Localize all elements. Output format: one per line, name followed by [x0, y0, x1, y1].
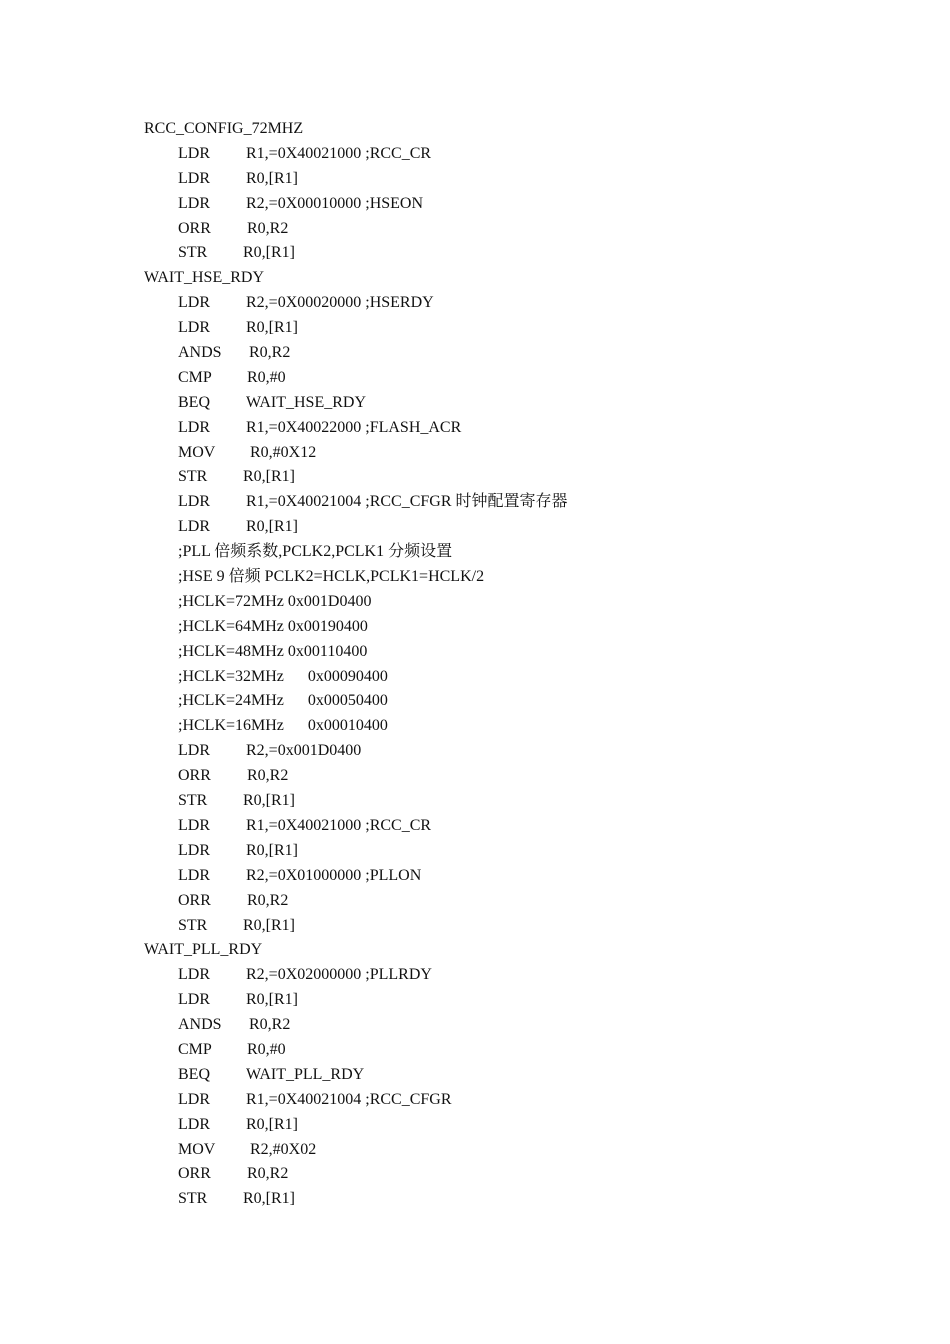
- code-opcode: STR: [178, 468, 208, 486]
- code-operands: WAIT_PLL_RDY: [246, 1065, 365, 1083]
- code-label: WAIT_HSE_RDY: [144, 269, 264, 287]
- code-opcode: STR: [178, 1190, 208, 1208]
- code-instruction-line: [0, 490, 950, 515]
- code-label-line: [0, 117, 950, 142]
- code-instruction-line: [0, 465, 950, 490]
- code-instruction-line: [0, 291, 950, 316]
- code-opcode: LDR: [178, 742, 210, 760]
- code-instruction-line: [0, 167, 950, 192]
- code-label: WAIT_PLL_RDY: [144, 941, 263, 959]
- code-operands: R2,=0X01000000 ;PLLON: [246, 866, 422, 884]
- code-operands: R2,=0X02000000 ;PLLRDY: [246, 966, 432, 984]
- code-operands: R0,R2: [249, 1016, 291, 1034]
- code-comment-line: [0, 590, 950, 615]
- code-opcode: ORR: [178, 1165, 211, 1183]
- code-comment-line: [0, 615, 950, 640]
- code-instruction-line: [0, 1162, 950, 1187]
- code-instruction-line: [0, 963, 950, 988]
- code-comment-line: [0, 714, 950, 739]
- code-opcode: LDR: [178, 294, 210, 312]
- code-opcode: LDR: [178, 866, 210, 884]
- code-instruction-line: [0, 1063, 950, 1088]
- code-opcode: ORR: [178, 219, 211, 237]
- code-instruction-line: [0, 341, 950, 366]
- code-opcode: STR: [178, 916, 208, 934]
- code-instruction-line: [0, 864, 950, 889]
- code-instruction-line: [0, 366, 950, 391]
- code-operands: R0,[R1]: [243, 468, 295, 486]
- code-opcode: LDR: [178, 841, 210, 859]
- code-opcode: ANDS: [178, 1016, 222, 1034]
- code-opcode: LDR: [178, 169, 210, 187]
- code-operands: R0,[R1]: [246, 169, 298, 187]
- code-operands: R1,=0X40022000 ;FLASH_ACR: [246, 418, 462, 436]
- code-operands: R0,[R1]: [243, 1190, 295, 1208]
- code-opcode: ANDS: [178, 344, 222, 362]
- code-instruction-line: [0, 441, 950, 466]
- code-operands: R2,#0X02: [250, 1140, 317, 1158]
- code-instruction-line: [0, 241, 950, 266]
- code-operands: R0,R2: [247, 1165, 289, 1183]
- code-comment: ;HCLK=48MHz 0x00110400: [178, 642, 368, 660]
- code-operands: R0,#0X12: [250, 443, 317, 461]
- code-operands: R0,[R1]: [246, 1115, 298, 1133]
- code-operands: R0,R2: [249, 344, 291, 362]
- code-comment: ;HCLK=72MHz 0x001D0400: [178, 592, 372, 610]
- code-opcode: MOV: [178, 1140, 216, 1158]
- code-comment: ;HSE 9 倍频 PCLK2=HCLK,PCLK1=HCLK/2: [178, 568, 485, 586]
- code-opcode: STR: [178, 792, 208, 810]
- code-operands: R2,=0X00010000 ;HSEON: [246, 194, 424, 212]
- code-instruction-line: [0, 391, 950, 416]
- code-operands: WAIT_HSE_RDY: [246, 393, 366, 411]
- code-operands: R0,[R1]: [243, 916, 295, 934]
- code-operands: R0,[R1]: [246, 518, 298, 536]
- code-opcode: BEQ: [178, 393, 210, 411]
- code-instruction-line: [0, 764, 950, 789]
- code-operands: R0,[R1]: [246, 841, 298, 859]
- code-operands: R1,=0X40021000 ;RCC_CR: [246, 144, 432, 162]
- code-opcode: LDR: [178, 418, 210, 436]
- code-instruction-line: [0, 988, 950, 1013]
- code-instruction-line: [0, 316, 950, 341]
- code-instruction-line: [0, 839, 950, 864]
- code-opcode: LDR: [178, 518, 210, 536]
- code-operands: R0,[R1]: [246, 319, 298, 337]
- code-comment: ;HCLK=32MHz 0x00090400: [178, 667, 388, 685]
- code-instruction-line: [0, 739, 950, 764]
- code-opcode: LDR: [178, 1115, 210, 1133]
- code-operands: R0,[R1]: [243, 244, 295, 262]
- code-comment: ;PLL 倍频系数,PCLK2,PCLK1 分频设置: [178, 543, 453, 561]
- code-instruction-line: [0, 889, 950, 914]
- code-instruction-line: [0, 1088, 950, 1113]
- code-opcode: LDR: [178, 194, 210, 212]
- code-instruction-line: [0, 814, 950, 839]
- code-operands: R2,=0X00020000 ;HSERDY: [246, 294, 434, 312]
- code-opcode: LDR: [178, 144, 210, 162]
- code-opcode: LDR: [178, 991, 210, 1009]
- code-instruction-line: [0, 1187, 950, 1212]
- code-opcode: LDR: [178, 493, 210, 511]
- code-opcode: ORR: [178, 891, 211, 909]
- code-label-line: [0, 938, 950, 963]
- code-label-line: [0, 266, 950, 291]
- code-comment: ;HCLK=16MHz 0x00010400: [178, 717, 388, 735]
- code-comment: ;HCLK=64MHz 0x00190400: [178, 617, 368, 635]
- code-instruction-line: [0, 416, 950, 441]
- code-comment-line: [0, 689, 950, 714]
- code-instruction-line: [0, 1138, 950, 1163]
- code-operands: R1,=0X40021004 ;RCC_CFGR: [246, 1090, 452, 1108]
- code-operands: R1,=0X40021004 ;RCC_CFGR 时钟配置寄存器: [246, 493, 568, 511]
- code-comment-line: [0, 665, 950, 690]
- code-opcode: STR: [178, 244, 208, 262]
- code-opcode: CMP: [178, 1040, 212, 1058]
- code-opcode: LDR: [178, 816, 210, 834]
- code-instruction-line: [0, 1113, 950, 1138]
- code-instruction-line: [0, 789, 950, 814]
- code-operands: R1,=0X40021000 ;RCC_CR: [246, 816, 432, 834]
- code-opcode: ORR: [178, 767, 211, 785]
- code-label: RCC_CONFIG_72MHZ: [144, 120, 304, 137]
- code-operands: R0,#0: [247, 1040, 286, 1058]
- code-operands: R0,R2: [247, 767, 289, 785]
- code-opcode: BEQ: [178, 1065, 210, 1083]
- code-instruction-line: [0, 192, 950, 217]
- code-operands: R0,#0: [247, 368, 286, 386]
- code-operands: R2,=0x001D0400: [246, 742, 362, 760]
- code-comment-line: [0, 640, 950, 665]
- code-instruction-line: [0, 515, 950, 540]
- code-instruction-line: [0, 1013, 950, 1038]
- code-opcode: MOV: [178, 443, 216, 461]
- code-opcode: CMP: [178, 368, 212, 386]
- code-comment: ;HCLK=24MHz 0x00050400: [178, 692, 388, 710]
- code-operands: R0,[R1]: [243, 792, 295, 810]
- code-opcode: LDR: [178, 1090, 210, 1108]
- code-instruction-line: [0, 914, 950, 939]
- code-operands: R0,R2: [247, 891, 289, 909]
- code-comment-line: [0, 565, 950, 590]
- code-instruction-line: [0, 142, 950, 167]
- code-operands: R0,[R1]: [246, 991, 298, 1009]
- code-comment-line: [0, 540, 950, 565]
- code-instruction-line: [0, 1038, 950, 1063]
- code-opcode: LDR: [178, 319, 210, 337]
- assembly-code-listing: [0, 117, 950, 1212]
- code-instruction-line: [0, 217, 950, 242]
- code-operands: R0,R2: [247, 219, 289, 237]
- code-opcode: LDR: [178, 966, 210, 984]
